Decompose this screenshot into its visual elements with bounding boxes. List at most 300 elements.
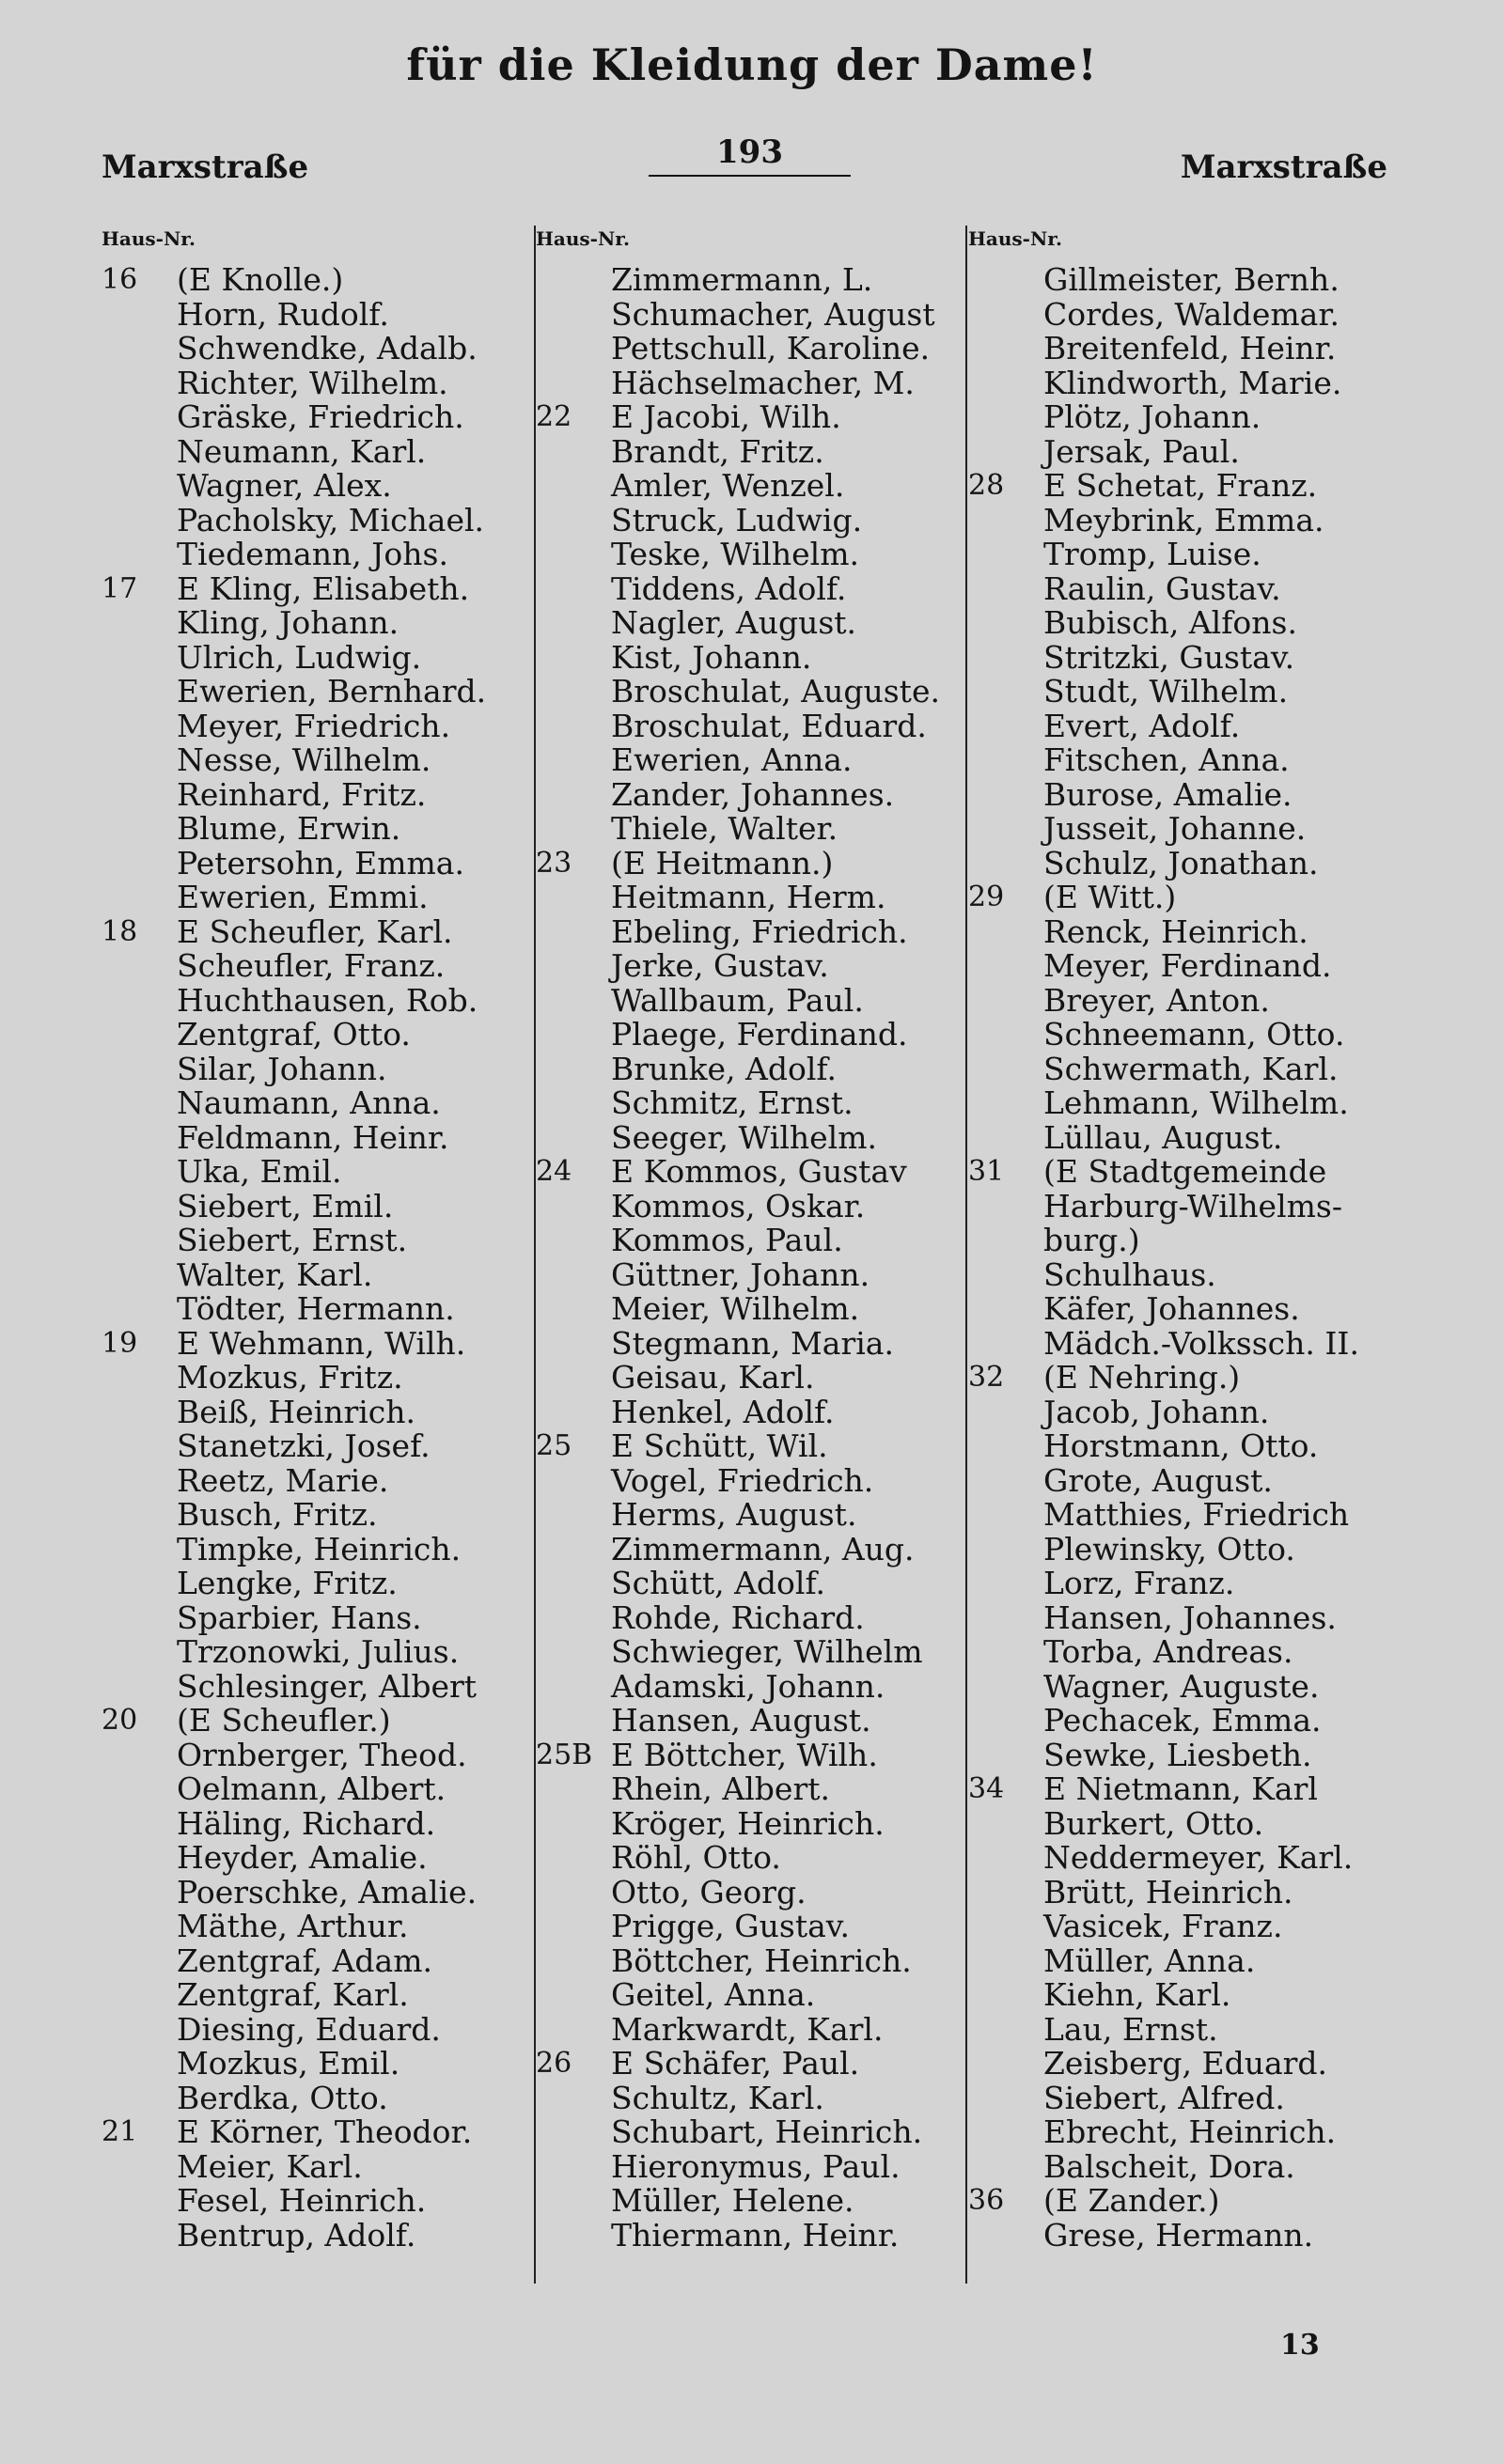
resident-name: Broschulat, Auguste. — [611, 673, 940, 710]
resident-entry — [102, 1804, 515, 1842]
resident-entry — [536, 1772, 949, 1807]
resident-entry — [536, 332, 949, 366]
resident-entry — [968, 2115, 1382, 2150]
resident-entry — [102, 1050, 515, 1087]
resident-name: Nagler, August. — [611, 604, 857, 641]
resident-name: Plewinsky, Otto. — [1043, 1530, 1295, 1567]
resident-entry — [536, 1567, 949, 1601]
resident-entry — [102, 912, 515, 950]
resident-name: E Körner, Theodor. — [177, 2113, 473, 2150]
resident-name: Trzonowki, Julius. — [177, 1633, 460, 1670]
resident-name: E Schetat, Franz. — [1043, 467, 1318, 504]
resident-entry — [536, 1255, 949, 1293]
resident-name: burg.) — [1043, 1222, 1140, 1258]
house-number: 18 — [102, 914, 138, 948]
column-header: Haus-Nr. — [968, 227, 1062, 250]
resident-name: Siebert, Emil. — [177, 1187, 394, 1224]
resident-name: Rohde, Richard. — [611, 1598, 865, 1636]
resident-entry — [968, 1667, 1382, 1705]
resident-entry — [968, 1118, 1382, 1156]
resident-entry — [536, 1841, 949, 1876]
resident-name: Brunke, Adolf. — [611, 1050, 837, 1087]
resident-entry — [102, 2079, 515, 2116]
resident-name: E Schäfer, Paul. — [611, 2045, 860, 2082]
resident-entry — [102, 1944, 515, 1979]
resident-entry — [102, 1978, 515, 2013]
resident-entry — [536, 2047, 949, 2082]
resident-name: Zimmermann, Aug. — [611, 1530, 915, 1567]
resident-name: Pacholsky, Michael. — [177, 501, 485, 538]
resident-entry — [102, 707, 515, 744]
resident-name: Pechacek, Emma. — [1043, 1702, 1322, 1739]
resident-entry — [102, 2184, 515, 2219]
resident-name: Schwermath, Karl. — [1043, 1050, 1339, 1087]
resident-entry — [536, 1704, 949, 1739]
resident-entry — [102, 775, 515, 813]
resident-name: Meier, Wilhelm. — [611, 1290, 860, 1327]
resident-name: Bubisch, Alfons. — [1043, 604, 1297, 641]
resident-name: Nesse, Wilhelm. — [177, 741, 431, 778]
resident-name: Wallbaum, Paul. — [611, 981, 864, 1019]
resident-entry — [968, 1910, 1382, 1944]
resident-entry — [968, 881, 1382, 915]
resident-entry — [968, 400, 1382, 435]
resident-entry — [968, 638, 1382, 676]
resident-entry — [968, 1086, 1382, 1121]
resident-name: Petersohn, Emma. — [177, 844, 464, 881]
resident-name: E Kling, Elisabeth. — [177, 569, 470, 607]
resident-entry — [968, 1187, 1382, 1224]
resident-name: Renck, Heinrich. — [1043, 912, 1308, 950]
resident-entry — [102, 881, 515, 915]
resident-entry — [968, 812, 1382, 847]
resident-entry — [102, 569, 515, 607]
directory-column-1 — [102, 226, 515, 2253]
house-number: 25 — [536, 1429, 572, 1462]
resident-entry — [102, 1361, 515, 1396]
directory-column-2 — [536, 226, 949, 2253]
resident-name: E Wehmann, Wilh. — [177, 1324, 466, 1362]
resident-name: Struck, Ludwig. — [611, 501, 863, 538]
resident-entry — [968, 432, 1382, 470]
resident-entry — [536, 743, 949, 778]
resident-name: Ewerien, Emmi. — [177, 879, 429, 915]
resident-name: Bentrup, Adolf. — [177, 2216, 416, 2253]
resident-entry — [102, 501, 515, 538]
resident-entry — [536, 1187, 949, 1224]
resident-entry — [102, 1155, 515, 1190]
resident-name: Hansen, August. — [611, 1702, 871, 1739]
resident-name: Kiehn, Karl. — [1043, 1976, 1231, 2013]
resident-entry — [968, 912, 1382, 950]
resident-name: Jersak, Paul. — [1043, 432, 1240, 470]
resident-name: Schwieger, Wilhelm — [611, 1633, 923, 1670]
resident-entry — [102, 981, 515, 1019]
resident-entry — [536, 707, 949, 744]
resident-entry — [536, 606, 949, 641]
resident-entry — [102, 1667, 515, 1705]
resident-name: (E Nehring.) — [1043, 1359, 1241, 1396]
resident-name: Timpke, Heinrich. — [177, 1530, 462, 1567]
resident-entry — [536, 1429, 949, 1464]
resident-name: Neddermeyer, Karl. — [1043, 1839, 1354, 1876]
resident-entry — [536, 1944, 949, 1979]
resident-entry — [968, 1772, 1382, 1807]
resident-entry — [102, 606, 515, 641]
resident-entry — [536, 638, 949, 676]
resident-entry — [968, 1461, 1382, 1499]
page-number-rule — [649, 175, 851, 177]
resident-entry — [536, 949, 949, 984]
resident-name: Horstmann, Otto. — [1043, 1427, 1319, 1464]
resident-entry — [968, 1530, 1382, 1567]
resident-entry — [102, 1324, 515, 1362]
resident-name: Sparbier, Hans. — [177, 1598, 422, 1636]
resident-entry — [102, 638, 515, 676]
resident-entry — [968, 1873, 1382, 1910]
resident-entry — [536, 1530, 949, 1567]
resident-entry — [536, 2079, 949, 2116]
resident-entry — [102, 1118, 515, 1156]
resident-name: Uka, Emil. — [177, 1153, 342, 1190]
resident-entry — [536, 775, 949, 813]
resident-name: Schumacher, August — [611, 295, 935, 333]
resident-entry — [968, 2216, 1382, 2253]
resident-name: Naumann, Anna. — [177, 1084, 441, 1121]
resident-name: Schulhaus. — [1043, 1255, 1216, 1293]
resident-name: Zimmermann, L. — [611, 261, 873, 298]
house-number: 36 — [968, 2184, 1005, 2217]
resident-name: Grote, August. — [1043, 1461, 1273, 1499]
resident-name: (E Heitmann.) — [611, 844, 834, 881]
resident-name: Jacob, Johann. — [1043, 1393, 1270, 1430]
resident-entry — [536, 501, 949, 538]
resident-entry — [536, 981, 949, 1019]
resident-name: Burose, Amalie. — [1043, 775, 1292, 813]
resident-name: Breyer, Anton. — [1043, 981, 1270, 1019]
resident-entry — [102, 1598, 515, 1636]
resident-entry — [968, 743, 1382, 778]
resident-entry — [536, 2184, 949, 2219]
resident-name: Jerke, Gustav. — [611, 947, 829, 984]
resident-name: Oelmann, Albert. — [177, 1770, 446, 1807]
resident-name: Käfer, Johannes. — [1043, 1290, 1300, 1327]
resident-entry — [968, 2047, 1382, 2082]
resident-entry — [536, 881, 949, 915]
resident-name: Breitenfeld, Heinr. — [1043, 330, 1337, 366]
resident-entry — [968, 949, 1382, 984]
resident-name: Kist, Johann. — [611, 638, 812, 676]
resident-name: Siebert, Ernst. — [177, 1222, 408, 1258]
resident-name: Ulrich, Ludwig. — [177, 638, 422, 676]
resident-entry — [536, 469, 949, 504]
resident-name: Röhl, Otto. — [611, 1839, 781, 1876]
resident-name: Schubart, Heinrich. — [611, 2113, 923, 2150]
resident-entry — [536, 538, 949, 572]
resident-entry — [536, 295, 949, 333]
resident-name: (E Stadtgemeinde — [1043, 1153, 1327, 1190]
resident-entry — [536, 1050, 949, 1087]
resident-entry — [968, 2184, 1382, 2219]
sheet-number: 13 — [1280, 2329, 1320, 2362]
resident-name: Schütt, Adolf. — [611, 1565, 826, 1601]
resident-name: Reinhard, Fritz. — [177, 775, 427, 813]
resident-name: Siebert, Alfred. — [1043, 2079, 1285, 2116]
resident-name: Mädch.-Volkssch. II. — [1043, 1324, 1359, 1362]
resident-entry — [102, 675, 515, 710]
resident-name: Hächselmacher, M. — [611, 364, 915, 401]
resident-name: Zander, Johannes. — [611, 775, 895, 813]
resident-name: Meier, Karl. — [177, 2147, 363, 2185]
resident-entry — [968, 1704, 1382, 1739]
resident-name: E Scheufler, Karl. — [177, 912, 453, 950]
resident-entry — [536, 1804, 949, 1842]
resident-entry — [536, 1461, 949, 1499]
resident-name: Busch, Fritz. — [177, 1496, 378, 1533]
resident-entry — [102, 1530, 515, 1567]
house-number: 21 — [102, 2115, 138, 2148]
resident-name: Mäthe, Arthur. — [177, 1908, 409, 1944]
resident-entry — [536, 432, 949, 470]
resident-name: Lehmann, Wilhelm. — [1043, 1084, 1349, 1121]
resident-entry — [102, 1910, 515, 1944]
resident-entry — [968, 981, 1382, 1019]
resident-name: Brütt, Heinrich. — [1043, 1873, 1293, 1910]
column-header: Haus-Nr. — [102, 227, 196, 250]
resident-entry — [968, 1050, 1382, 1087]
resident-name: Blume, Erwin. — [177, 810, 401, 847]
house-number: 25B — [536, 1738, 593, 1771]
house-number: 22 — [536, 400, 572, 433]
resident-name: Gillmeister, Bernh. — [1043, 261, 1340, 298]
resident-entry — [968, 675, 1382, 710]
resident-entry — [968, 606, 1382, 641]
resident-name: Zentgraf, Karl. — [177, 1976, 409, 2013]
resident-entry — [102, 1461, 515, 1499]
resident-entry — [102, 1393, 515, 1430]
resident-name: Huchthausen, Rob. — [177, 981, 478, 1019]
resident-name: E Schütt, Wil. — [611, 1427, 828, 1464]
resident-name: Hieronymus, Paul. — [611, 2147, 901, 2185]
resident-entry — [536, 400, 949, 435]
resident-name: Cordes, Waldemar. — [1043, 295, 1340, 333]
resident-entry — [102, 1018, 515, 1053]
resident-entry — [102, 332, 515, 366]
resident-name: E Böttcher, Wilh. — [611, 1736, 878, 1773]
resident-name: Reetz, Marie. — [177, 1461, 389, 1499]
resident-name: Vasicek, Franz. — [1043, 1908, 1283, 1944]
resident-name: Seeger, Wilhelm. — [611, 1118, 878, 1156]
resident-name: Broschulat, Eduard. — [611, 707, 927, 744]
street-name-right: Marxstraße — [1180, 148, 1387, 186]
advertisement-banner: für die Kleidung der Dame! — [406, 39, 1098, 90]
street-name-left: Marxstraße — [102, 148, 309, 186]
house-number: 20 — [102, 1704, 138, 1737]
resident-entry — [536, 844, 949, 881]
resident-name: Hansen, Johannes. — [1043, 1598, 1337, 1636]
resident-entry — [102, 1086, 515, 1121]
resident-entry — [968, 1224, 1382, 1258]
resident-entry — [536, 2115, 949, 2150]
resident-entry — [968, 2147, 1382, 2185]
resident-entry — [536, 569, 949, 607]
resident-name: Ebrecht, Heinrich. — [1043, 2113, 1337, 2150]
resident-name: Adamski, Johann. — [611, 1667, 885, 1705]
resident-entry — [102, 949, 515, 984]
resident-entry — [968, 538, 1382, 572]
resident-name: Wagner, Auguste. — [1043, 1667, 1320, 1705]
resident-name: Henkel, Adolf. — [611, 1393, 835, 1430]
resident-entry — [968, 2079, 1382, 2116]
resident-name: Pettschull, Karoline. — [611, 330, 931, 366]
resident-name: Balscheit, Dora. — [1043, 2147, 1295, 2185]
resident-entry — [102, 1429, 515, 1464]
resident-entry — [968, 263, 1382, 298]
resident-entry — [536, 2010, 949, 2048]
resident-name: Wagner, Alex. — [177, 467, 392, 504]
resident-entry — [968, 469, 1382, 504]
resident-name: Scheufler, Franz. — [177, 947, 446, 984]
resident-entry — [536, 1292, 949, 1327]
resident-name: Amler, Wenzel. — [611, 467, 845, 504]
resident-name: Diesing, Eduard. — [177, 2010, 441, 2048]
house-number: 19 — [102, 1326, 138, 1360]
house-number: 16 — [102, 263, 138, 296]
resident-name: Harburg-Wilhelms- — [1043, 1187, 1343, 1224]
resident-name: Fesel, Heinrich. — [177, 2182, 427, 2219]
resident-entry — [536, 1018, 949, 1053]
resident-name: Fitschen, Anna. — [1043, 741, 1290, 778]
resident-name: Lengke, Fritz. — [177, 1565, 398, 1601]
resident-name: Teske, Wilhelm. — [611, 536, 859, 572]
resident-entry — [968, 332, 1382, 366]
resident-entry — [968, 707, 1382, 744]
resident-entry — [536, 1598, 949, 1636]
resident-entry — [968, 366, 1382, 401]
resident-entry — [102, 1635, 515, 1670]
resident-name: Ewerien, Anna. — [611, 741, 853, 778]
resident-entry — [102, 2010, 515, 2048]
resident-entry — [536, 1155, 949, 1190]
resident-entry — [968, 1635, 1382, 1670]
page-number: 193 — [716, 133, 783, 171]
resident-entry — [102, 366, 515, 401]
resident-entry — [102, 812, 515, 847]
resident-name: Tiedemann, Johs. — [177, 536, 448, 572]
resident-entry — [968, 1567, 1382, 1601]
resident-entry — [102, 469, 515, 504]
resident-entry — [968, 1324, 1382, 1362]
resident-entry — [102, 743, 515, 778]
resident-entry — [968, 1804, 1382, 1842]
resident-entry — [102, 1255, 515, 1293]
resident-entry — [536, 1224, 949, 1258]
resident-name: Müller, Helene. — [611, 2182, 854, 2219]
resident-name: Schultz, Karl. — [611, 2079, 824, 2116]
resident-entry — [536, 1873, 949, 1910]
resident-name: Kling, Johann. — [177, 604, 400, 641]
resident-name: Heyder, Amalie. — [177, 1839, 428, 1876]
resident-name: Schwendke, Adalb. — [177, 330, 478, 366]
resident-name: Häling, Richard. — [177, 1804, 436, 1842]
resident-name: Kommos, Paul. — [611, 1222, 843, 1258]
resident-name: Heitmann, Herm. — [611, 879, 886, 915]
resident-name: Tiddens, Adolf. — [611, 569, 847, 607]
resident-entry — [968, 1736, 1382, 1773]
resident-entry — [536, 1324, 949, 1362]
resident-entry — [102, 295, 515, 333]
resident-entry — [968, 844, 1382, 881]
resident-entry — [968, 1018, 1382, 1053]
resident-entry — [102, 2047, 515, 2082]
resident-name: Kröger, Heinrich. — [611, 1804, 885, 1842]
house-number: 29 — [968, 881, 1005, 913]
resident-name: Schlesinger, Albert — [177, 1667, 478, 1705]
resident-entry — [102, 1772, 515, 1807]
resident-entry — [102, 1736, 515, 1773]
resident-name: Raulin, Gustav. — [1043, 569, 1281, 607]
resident-name: Schneemann, Otto. — [1043, 1016, 1345, 1053]
resident-name: Stegmann, Maria. — [611, 1324, 894, 1362]
resident-entry — [102, 2115, 515, 2150]
resident-name: Grese, Hermann. — [1043, 2216, 1314, 2253]
resident-entry — [102, 263, 515, 298]
resident-entry — [536, 1118, 949, 1156]
resident-name: Jusseit, Johanne. — [1043, 810, 1307, 847]
resident-name: Plötz, Johann. — [1043, 398, 1261, 435]
resident-entry — [536, 1498, 949, 1533]
resident-name: E Nietmann, Karl — [1043, 1770, 1318, 1807]
resident-name: Geitel, Anna. — [611, 1976, 816, 2013]
resident-name: (E Zander.) — [1043, 2182, 1220, 2219]
resident-name: Tromp, Luise. — [1043, 536, 1261, 572]
house-number: 26 — [536, 2047, 572, 2080]
resident-entry — [536, 2216, 949, 2253]
resident-name: Meyer, Friedrich. — [177, 707, 451, 744]
resident-name: Brandt, Fritz. — [611, 432, 824, 470]
resident-entry — [536, 263, 949, 298]
resident-name: E Kommos, Gustav — [611, 1153, 907, 1190]
resident-entry — [102, 1704, 515, 1739]
resident-name: Lau, Ernst. — [1043, 2010, 1218, 2048]
resident-name: Thiermann, Heinr. — [611, 2216, 900, 2253]
resident-entry — [968, 775, 1382, 813]
resident-entry — [102, 432, 515, 470]
resident-name: (E Scheufler.) — [177, 1702, 391, 1739]
resident-name: Schulz, Jonathan. — [1043, 844, 1319, 881]
resident-name: Plaege, Ferdinand. — [611, 1016, 908, 1053]
resident-name: Poerschke, Amalie. — [177, 1873, 478, 1910]
resident-name: Ornberger, Theod. — [177, 1736, 467, 1773]
resident-entry — [102, 538, 515, 572]
resident-entry — [536, 1667, 949, 1705]
resident-entry — [536, 1736, 949, 1773]
resident-name: Ewerien, Bernhard. — [177, 673, 487, 710]
resident-name: (E Witt.) — [1043, 879, 1177, 915]
resident-entry — [968, 1155, 1382, 1190]
house-number: 31 — [968, 1155, 1005, 1188]
resident-name: Klindworth, Marie. — [1043, 364, 1342, 401]
resident-name: Meybrink, Emma. — [1043, 501, 1324, 538]
resident-entry — [102, 1567, 515, 1601]
resident-entry — [968, 295, 1382, 333]
resident-name: Studt, Wilhelm. — [1043, 673, 1289, 710]
resident-name: Richter, Wilhelm. — [177, 364, 448, 401]
resident-name: E Jacobi, Wilh. — [611, 398, 841, 435]
resident-entry — [102, 844, 515, 881]
resident-name: Gräske, Friedrich. — [177, 398, 464, 435]
resident-entry — [536, 1393, 949, 1430]
